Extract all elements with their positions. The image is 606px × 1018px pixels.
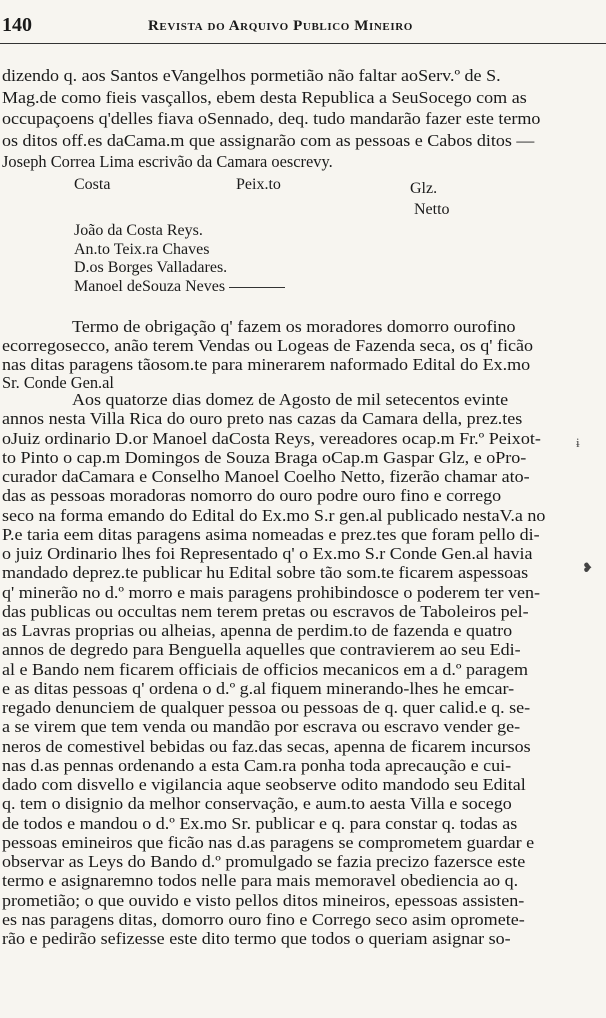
text-line: regado denunciem de qualquer pessoa ou pessoas de q. quer calid.e q. se- xyxy=(2,698,531,717)
text-line: as Lavras proprias ou alheias, apenna de perdim.to de fazenda e quatro xyxy=(2,621,513,640)
text-line: e as ditas pessoas q' ordena o d.º g.al fiquem minerando-lhes he emcar- xyxy=(2,678,515,698)
signature-line: An.to Teix.ra Chaves xyxy=(74,240,210,258)
text-line: nas d.as pennas ordenando a esta Cam.ra ponha toda aprecaução e cui- xyxy=(2,755,512,775)
text-line: q. tem o disignio da melhor conservação, e aum.to aesta Villa e socego xyxy=(2,794,512,814)
text-line: Sr. Conde Gen.al xyxy=(2,373,114,393)
text-line: termo e asignaremno todos nelle para mais memoravel obediencia ao q. xyxy=(2,871,519,891)
text-line: annos de degredo para Benguella aquelles que contravierem ao seu Edi- xyxy=(2,640,521,660)
signature-netto: Netto xyxy=(414,201,450,218)
page-header xyxy=(0,14,606,40)
text-line: das publicas ou occultas nem terem pretas ou escravos de Taboleiros pel- xyxy=(2,601,529,621)
text-line: oJuiz ordinario D.or Manoel daCosta Reys, vereadores ocap.m Fr.º Peixot- xyxy=(2,428,541,448)
text-line: al e Bando nem ficarem officiais de officios mecanicos em a d.º paragem xyxy=(2,659,529,679)
text-line: dado com disvello e vigilancia aque seobserve odito mandodo seu Edital xyxy=(2,775,526,794)
page-number: 140 xyxy=(2,14,32,36)
margin-mark: ❥ xyxy=(582,560,593,575)
text-line: das as pessoas moradoras nomorro do ouro podre ouro fino e corrego xyxy=(2,486,502,506)
text-line: Joseph Correa Lima escrivão da Camara oescrevy. xyxy=(2,152,333,172)
text-line: Termo de obrigação q' fazem os moradores domorro ourofino xyxy=(72,317,516,336)
header-rule xyxy=(0,43,606,44)
text-line: P.e taria eem ditas paragens asima nomeadas e prez.tes que foram pello di- xyxy=(2,524,540,544)
text-line: nas ditas paragens tãosom.te para minerarem naformado Edital do Ex.mo xyxy=(2,354,531,374)
text-line: rão e pedirão sefizesse este dito termo que todos o queriam asignar so- xyxy=(2,929,511,948)
signature-costa: Costa xyxy=(74,176,111,193)
text-line: mandado deprez.te publicar hu Edital sobre tão som.te ficarem aspessoas xyxy=(2,563,529,583)
text-line: Mag.de como fieis vasçallos, ebem desta Republica a SeuSocego com as xyxy=(2,87,527,107)
signature-glz: Glz. xyxy=(410,180,438,197)
text-line: dizendo q. aos Santos eVangelhos pormetião não faltar aoServ.º de S. xyxy=(2,66,501,85)
text-line: a se virem que tem venda ou mandão por escrava ou escravo vender ge- xyxy=(2,717,521,737)
text-line: ecorregosecco, anão terem Vendas ou Logeas de Fazenda seca, os q' ficão xyxy=(2,335,534,355)
text-line: occupaçoens q'delles fiava oSennado, deq. tudo mandarão fazer este termo xyxy=(2,109,541,129)
text-line: os ditos off.es daCama.m que assignarão com as pessoas e Cabos ditos — xyxy=(2,130,535,150)
text-line: neros de comestivel bebidas ou faz.das secas, apenna de ficarem incursos xyxy=(2,736,531,756)
text-line: seco na forma emando do Edital do Ex.mo S.r gen.al publicado nestaV.a no xyxy=(2,505,546,525)
text-line: o juiz Ordinario lhes foi Representado q' o Ex.mo S.r Conde Gen.al havia xyxy=(2,544,533,563)
text-line: de todos e mandou o d.º Ex.mo Sr. publicar e q. para constar q. todas as xyxy=(2,813,518,833)
text-line: to Pinto o cap.m Domingos de Souza Braga oCap.m Gaspar Glz, e oPro- xyxy=(2,447,527,467)
text-line: q' minerão no d.º morro e mais paragens prohibindosce o poderem ter ven- xyxy=(2,582,541,602)
text-line: prometião; o que ouvido e visto pellos ditos mineiros, epessoas assisten- xyxy=(2,890,525,910)
separator-rule xyxy=(229,287,285,288)
signature-line: João da Costa Reys. xyxy=(74,222,203,239)
text-line: observar as Leys do Bando d.º promulgado se fazia precizo fazersce este xyxy=(2,852,526,871)
text-line: curador daCamara e Conselho Manoel Coelho Netto, fizerão chamar ato- xyxy=(2,467,530,486)
text-line: Aos quatorze dias domez de Agosto de mil setecentos evinte xyxy=(72,390,509,409)
signature-line: D.os Borges Valladares. xyxy=(74,259,228,277)
running-title: Revista do Arquivo Publico Mineiro xyxy=(148,18,413,34)
text-line: pessoas emineiros que ficão nas d.as paragens se comprometem guardar e xyxy=(2,832,535,852)
signature-line: Manoel deSouza Neves xyxy=(74,278,226,296)
signature-peixoto: Peix.to xyxy=(236,176,281,193)
text-line: es nas paragens ditas, domorro ouro fino e Corrego seco asim opromete- xyxy=(2,909,525,929)
text-line: annos nesta Villa Rica do ouro preto nas cazas da Camara della, prez.tes xyxy=(2,409,523,429)
margin-mark: ɨ xyxy=(576,435,580,450)
